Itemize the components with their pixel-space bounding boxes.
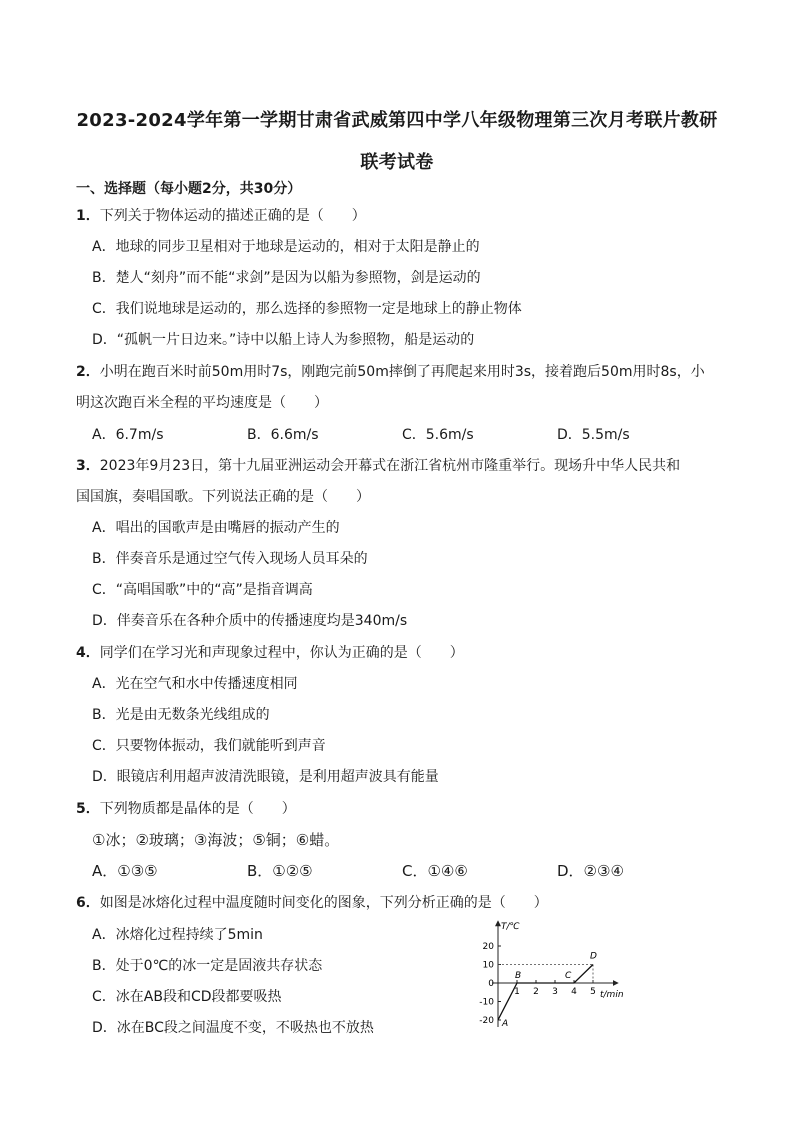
question-number: 2． bbox=[76, 364, 100, 380]
origin-label: 0 bbox=[488, 979, 494, 989]
q1-option-a: A．地球的同步卫星相对于地球是运动的，相对于太阳是静止的 bbox=[92, 239, 480, 255]
q2-option-c: C．5.6m/s bbox=[402, 427, 474, 443]
question-3-stem-cont: 国国旗，奏唱国歌。下列说法正确的是（ ） bbox=[76, 489, 370, 505]
point-label-a: A bbox=[502, 1019, 509, 1029]
question-number: 5． bbox=[76, 801, 100, 817]
question-1 bbox=[76, 207, 366, 225]
question-2 bbox=[76, 363, 705, 381]
axis-ticks bbox=[479, 942, 596, 1026]
q5-option-a: A．①③⑤ bbox=[92, 862, 158, 880]
q1-option-d: D．“孤帆一片日边来。”诗中以船上诗人为参照物，船是运动的 bbox=[92, 332, 475, 348]
question-5 bbox=[76, 800, 296, 818]
q3-option-d: D．伴奏音乐在各种介质中的传播速度均是340m/s bbox=[92, 613, 408, 629]
question-number: 6． bbox=[76, 895, 100, 911]
graph-marks bbox=[498, 952, 597, 1030]
q2-option-b: B．6.6m/s bbox=[247, 427, 319, 443]
x-tick-label: 1 bbox=[514, 987, 520, 997]
y-tick-label: -10 bbox=[479, 997, 494, 1008]
question-4 bbox=[76, 644, 464, 662]
y-axis-label: T/℃ bbox=[501, 922, 520, 932]
question-stem: 下列物质都是晶体的是（ ） bbox=[99, 801, 296, 817]
question-number: 1． bbox=[76, 208, 100, 224]
question-number: 3． bbox=[76, 458, 100, 474]
q2-option-d: D．5.5m/s bbox=[557, 427, 630, 443]
exam-title-line2: 联考试卷 bbox=[360, 152, 434, 173]
q5-option-c: C．①④⑥ bbox=[402, 862, 468, 880]
x-tick-label: 2 bbox=[533, 987, 539, 997]
point-label-b: B bbox=[515, 971, 522, 981]
section-heading: 一、选择题（每小题2分，共30分） bbox=[76, 181, 302, 197]
x-axis-label: t/min bbox=[600, 990, 624, 1000]
q2-option-a: A．6.7m/s bbox=[92, 427, 164, 443]
q5-substance-list: ①冰；②玻璃；③海波；⑤铜；⑥蜡。 bbox=[92, 831, 340, 849]
q3-option-c: C．“高唱国歌”中的“高”是指音调高 bbox=[92, 582, 313, 598]
temperature-curve bbox=[498, 965, 593, 1021]
question-stem: 如图是冰熔化过程中温度随时间变化的图象，下列分析正确的是（ ） bbox=[99, 895, 548, 911]
q4-option-d: D．眼镜店利用超声波清洗眼镜，是利用超声波具有能量 bbox=[92, 769, 439, 785]
q4-option-b: B．光是由无数条光线组成的 bbox=[92, 707, 270, 723]
question-stem: 下列关于物体运动的描述正确的是（ ） bbox=[99, 208, 366, 224]
question-stem: 2023年9月23日，第十九届亚洲运动会开幕式在浙江省杭州市隆重举行。现场升中华人民共和 bbox=[99, 458, 681, 474]
x-tick-label: 5 bbox=[590, 987, 596, 997]
x-tick-label: 4 bbox=[571, 987, 577, 997]
question-number: 4． bbox=[76, 645, 100, 661]
q1-option-b: B．楚人“刻舟”而不能“求剑”是因为以船为参照物，剑是运动的 bbox=[92, 270, 481, 286]
point-label-d: D bbox=[590, 951, 597, 962]
y-tick-label: -20 bbox=[479, 1016, 494, 1026]
question-2-stem-cont: 明这次跑百米全程的平均速度是（ ） bbox=[76, 395, 328, 411]
q6-option-c: C．冰在AB段和CD段都要吸热 bbox=[92, 989, 282, 1005]
question-stem: 同学们在学习光和声现象过程中，你认为正确的是（ ） bbox=[99, 645, 464, 661]
q6-option-b: B．处于0℃的冰一定是固液共存状态 bbox=[92, 958, 323, 974]
q5-option-b: B．①②⑤ bbox=[247, 862, 313, 880]
question-6 bbox=[76, 894, 548, 912]
q6-option-a: A．冰熔化过程持续了5min bbox=[92, 927, 263, 943]
q3-option-b: B．伴奏音乐是通过空气传入现场人员耳朵的 bbox=[92, 551, 368, 567]
question-3 bbox=[76, 457, 680, 475]
q3-option-a: A．唱出的国歌声是由嘴唇的振动产生的 bbox=[92, 520, 340, 536]
q4-option-c: C．只要物体振动，我们就能听到声音 bbox=[92, 738, 326, 754]
q5-option-d: D．②③④ bbox=[557, 862, 624, 880]
x-tick-label: 3 bbox=[552, 987, 558, 997]
q1-option-c: C．我们说地球是运动的，那么选择的参照物一定是地球上的静止物体 bbox=[92, 301, 522, 317]
y-tick-label: 20 bbox=[482, 942, 494, 952]
point-label-c: C bbox=[565, 971, 572, 981]
question-stem: 小明在跑百米时前50m用时7s，刚跑完前50m摔倒了再爬起来用时3s，接着跑后50m用时8s，小 bbox=[99, 364, 705, 380]
exam-title-line1: 2023-2024学年第一学期甘肃省武威第四中学八年级物理第三次月考联片教研 bbox=[76, 110, 718, 131]
q4-option-a: A．光在空气和水中传播速度相同 bbox=[92, 676, 298, 692]
ice-melting-graph bbox=[470, 915, 640, 1035]
y-tick-label: 10 bbox=[482, 960, 494, 971]
q6-option-d: D．冰在BC段之间温度不变，不吸热也不放热 bbox=[92, 1020, 374, 1036]
